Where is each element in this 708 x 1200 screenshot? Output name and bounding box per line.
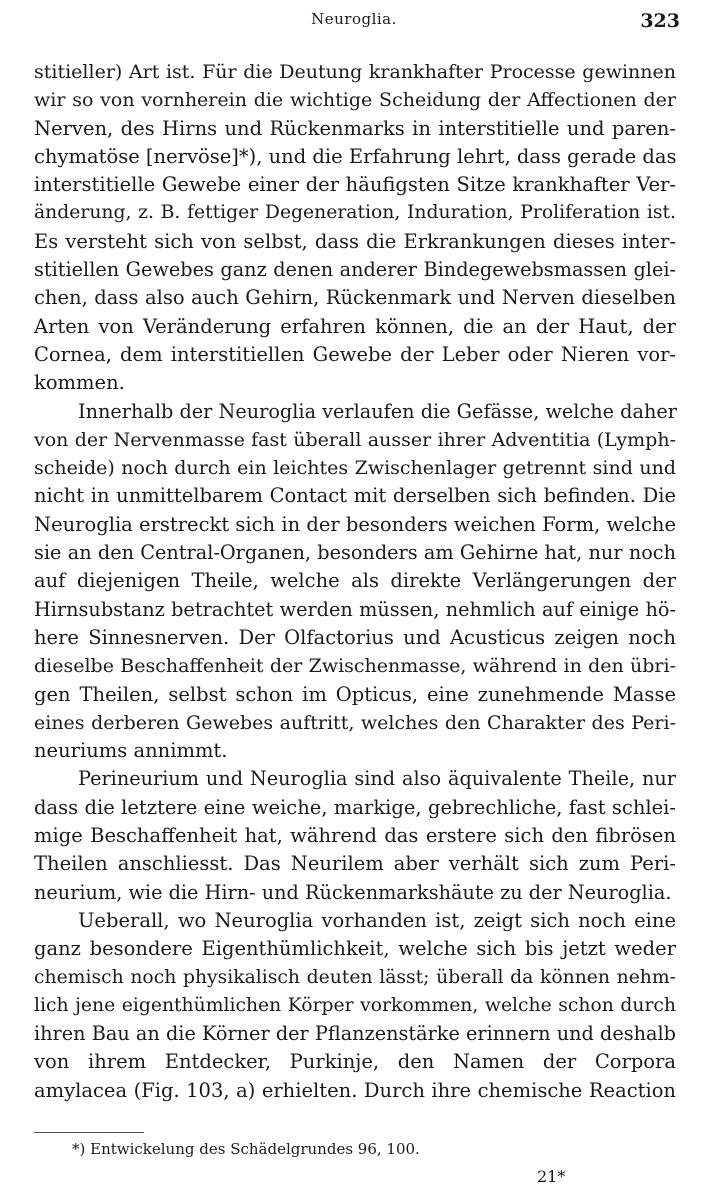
text-line: scheide) noch durch ein leichtes Zwischenlager getrennt sind und bbox=[34, 457, 676, 480]
text-line: stitiellen Gewebes ganz denen anderer Bindegewebsmassen glei- bbox=[34, 258, 676, 282]
text-line: neurium, wie die Hirn- und Rückenmarkshäute zu der Neuroglia. bbox=[34, 880, 672, 904]
text-line: gen Theilen, selbst schon im Opticus, eine zunehmende Masse bbox=[34, 682, 676, 706]
text-line: Innerhalb der Neuroglia verlaufen die Gefässe, welche daher bbox=[78, 399, 677, 423]
text-line: von der Nervenmasse fast überall ausser ihrer Adventitia (Lymph- bbox=[34, 428, 676, 451]
text-line: dieselbe Beschaffenheit der Zwischenmasse, während in den übri- bbox=[34, 655, 676, 678]
text-line: chen, dass also auch Gehirn, Rückenmark und Nerven dieselben bbox=[34, 286, 676, 310]
text-line: Nerven, des Hirns und Rückenmarks in interstitielle und paren- bbox=[34, 116, 676, 140]
signature-mark: 21* bbox=[537, 1167, 566, 1186]
text-line: Es versteht sich von selbst, dass die Erkrankungen dieses inter- bbox=[34, 229, 676, 253]
text-line: neuriums annimmt. bbox=[34, 739, 228, 763]
text-line: von ihrem Entdecker, Purkinje, den Namen der Corpora bbox=[34, 1050, 676, 1074]
text-line: lich jene eigenthümlichen Körper vorkommen, welche schon durch bbox=[34, 994, 676, 1016]
footnote: *) Entwickelung des Schädelgrundes 96, 100. bbox=[72, 1140, 420, 1158]
footnote-divider bbox=[34, 1132, 144, 1133]
text-line: Cornea, dem interstitiellen Gewebe der Leber oder Nieren vor- bbox=[34, 342, 676, 366]
running-title: Neuroglia. bbox=[311, 10, 397, 28]
text-line: kommen. bbox=[34, 371, 125, 395]
text-line: auf diejenigen Theile, welche als direkte Verlängerungen der bbox=[34, 569, 676, 593]
text-line: mige Beschaffenheit hat, während das erstere sich den fibrösen bbox=[34, 824, 676, 848]
text-line: ganz besondere Eigenthümlichkeit, welche sich bis jetzt weder bbox=[34, 937, 676, 961]
text-line: Hirnsubstanz betrachtet werden müssen, nehmlich auf einige hö- bbox=[34, 597, 676, 621]
text-line: dass die letztere eine weiche, markige, gebrechliche, fast schlei- bbox=[34, 795, 676, 819]
paragraph-4 bbox=[34, 907, 676, 1105]
text-line: chemisch noch physikalisch deuten lässt; überall da können nehm- bbox=[34, 966, 676, 988]
body-text bbox=[34, 58, 676, 1105]
text-line: nicht in unmittelbarem Contact mit derselben sich befinden. Die bbox=[34, 484, 676, 508]
text-line: stitieller) Art ist. Für die Deutung krankhafter Processe gewinnen bbox=[34, 61, 676, 83]
text-line: Ueberall, wo Neuroglia vorhanden ist, zeigt sich noch eine bbox=[78, 908, 676, 932]
text-line: Arten von Veränderung erfahren können, die an der Haut, der bbox=[34, 314, 676, 338]
text-line: amylacea (Fig. 103, a) erhielten. Durch ihre chemische Reaction bbox=[34, 1078, 676, 1102]
text-line: Neuroglia erstreckt sich in der besonders weichen Form, welche bbox=[34, 512, 676, 536]
text-line: eines derberen Gewebes auftritt, welches den Charakter des Peri- bbox=[34, 711, 676, 734]
text-line: Theilen anschliesst. Das Neurilem aber verhält sich zum Peri- bbox=[34, 852, 676, 876]
text-line: änderung, z. B. fettiger Degeneration, Induration, Proliferation ist. bbox=[34, 202, 676, 224]
text-line: sie an den Central-Organen, besonders am Gehirne hat, nur noch bbox=[34, 541, 676, 565]
paragraph-2 bbox=[34, 398, 676, 766]
paragraph-3 bbox=[34, 765, 676, 906]
page-number: 323 bbox=[640, 10, 680, 32]
text-line: ihren Bau an die Körner der Pflanzenstärke erinnern und deshalb bbox=[34, 1022, 676, 1046]
text-line: Perineurium und Neuroglia sind also äquivalente Theile, nur bbox=[78, 767, 676, 791]
text-line: interstitielle Gewebe einer der häufigsten Sitze krankhafter Ver- bbox=[34, 173, 676, 197]
text-line: here Sinnesnerven. Der Olfactorius und Acusticus zeigen noch bbox=[34, 625, 676, 649]
text-line: wir so von vornherein die wichtige Scheidung der Affectionen der bbox=[34, 89, 676, 112]
text-line: chymatöse [nervöse]*), und die Erfahrung lehrt, dass gerade das bbox=[34, 144, 677, 168]
paragraph-1 bbox=[34, 58, 676, 398]
